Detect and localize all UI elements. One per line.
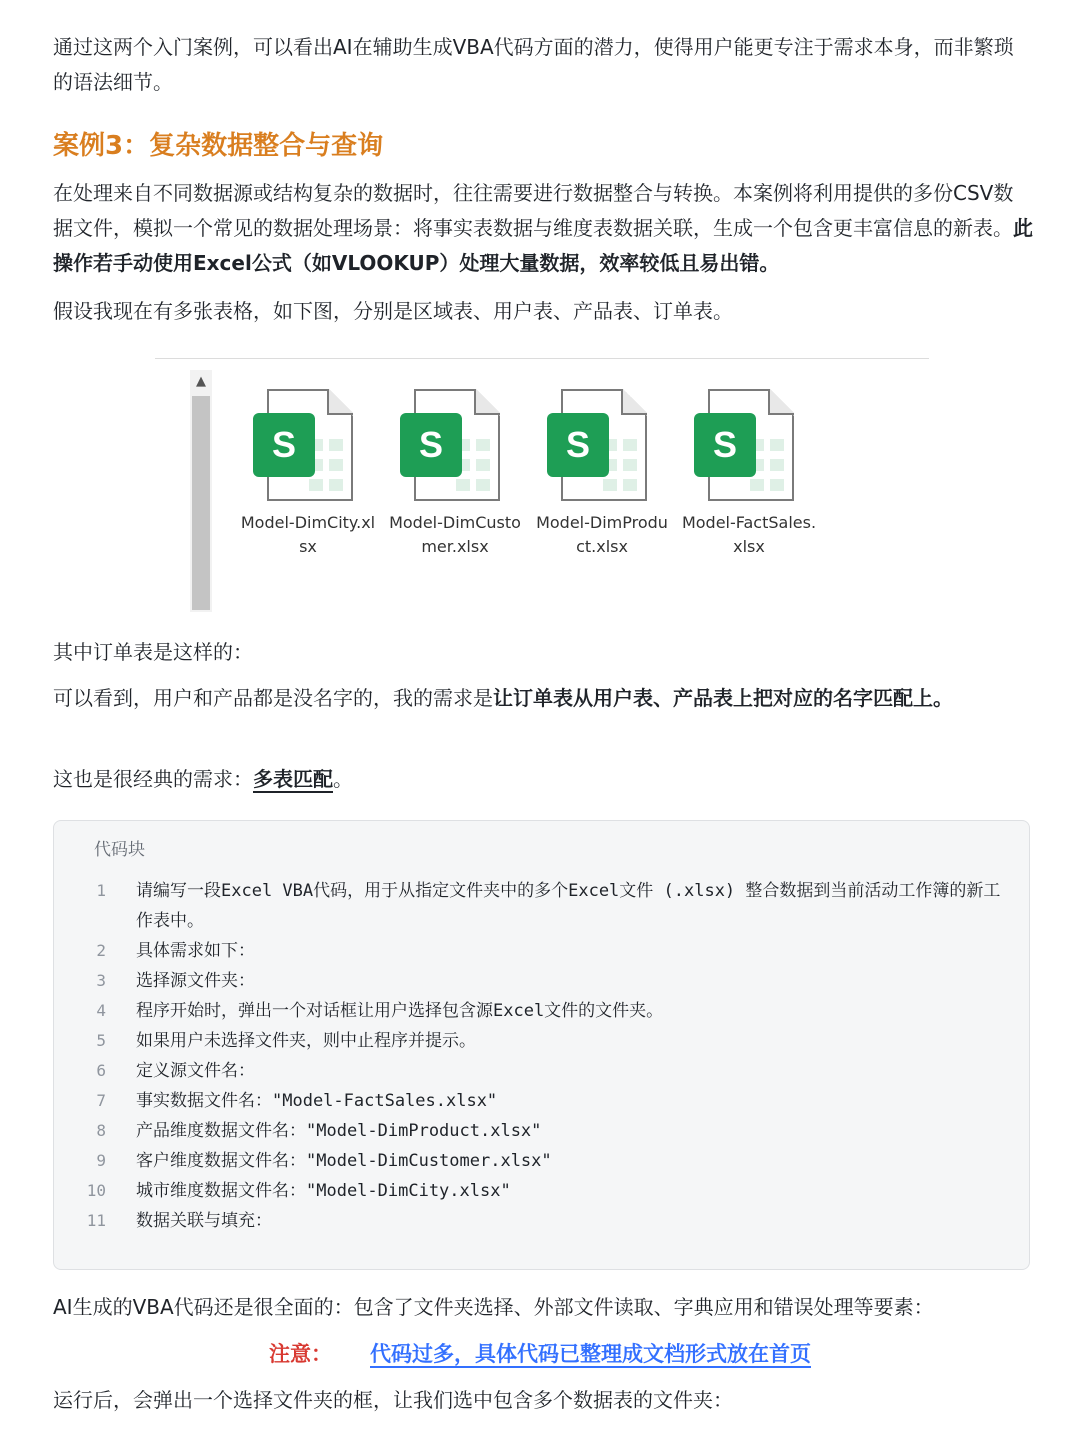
notice-line	[0, 1336, 1080, 1372]
paragraph-underlined-bold: 多表匹配	[253, 767, 333, 791]
section-heading: 案例3：复杂数据整合与查询	[53, 131, 384, 161]
paragraph-bold-text: 此操作若手动使用Excel公式（如VLOOKUP）处理大量数据，效率较低且易出错。	[53, 216, 1033, 275]
code-block	[53, 820, 1030, 1270]
line-text: 客户维度数据文件名："Model-DimCustomer.xlsx"	[136, 1151, 552, 1171]
paragraph-tables-intro: 假设我现在有多张表格，如下图，分别是区域表、用户表、产品表、订单表。	[53, 299, 733, 323]
file-name: Model-DimCustomer.xlsx	[389, 513, 521, 556]
line-text: 程序开始时，弹出一个对话框让用户选择包含源Excel文件的文件夹。	[136, 1001, 664, 1021]
chevron-up-icon[interactable]: ▲	[196, 374, 206, 389]
excel-badge: S	[400, 413, 462, 477]
code-block-title: 代码块	[94, 840, 145, 860]
line-number: 4	[96, 1001, 106, 1020]
line-text: 请编写一段Excel VBA代码，用于从指定文件夹中的多个Excel文件 (.xlsx) 整合数据到当前活动工作簿的新工作表中。	[136, 881, 1001, 931]
paragraph-run-result: 运行后，会弹出一个选择文件夹的框，让我们选中包含多个数据表的文件夹：	[53, 1388, 733, 1412]
line-text: 产品维度数据文件名："Model-DimProduct.xlsx"	[136, 1121, 542, 1141]
excel-badge: S	[547, 413, 609, 477]
line-number: 6	[96, 1061, 106, 1080]
spreadsheet-file-icon	[694, 385, 804, 505]
line-number: 8	[96, 1121, 106, 1140]
spreadsheet-file-icon	[400, 385, 510, 505]
intro-paragraph: 通过这两个入门案例，可以看出AI在辅助生成VBA代码方面的潜力，使得用户能更专注于需求本身，而非繁琐的语法细节。	[53, 35, 1014, 94]
notice-label: 注意：	[269, 1342, 332, 1366]
divider	[155, 358, 929, 359]
line-number: 1	[96, 881, 106, 900]
line-number: 3	[96, 971, 106, 990]
paragraph-text: 在处理来自不同数据源或结构复杂的数据时，往往需要进行数据整合与转换。本案例将利用提供的多份CSV数据文件，模拟一个常见的数据处理场景：将事实表数据与维度表数据关联，生成一个包含更丰富信息的新表。	[53, 181, 1014, 240]
paragraph-punct: 。	[333, 767, 353, 791]
line-number: 5	[96, 1031, 106, 1050]
excel-badge: S	[694, 413, 756, 477]
line-text: 定义源文件名：	[136, 1061, 255, 1081]
paragraph-classic-need	[53, 762, 1033, 797]
line-text: 事实数据文件名："Model-FactSales.xlsx"	[136, 1091, 498, 1111]
line-number: 7	[96, 1091, 106, 1110]
file-item[interactable]	[679, 385, 819, 559]
paragraph-data-integration	[53, 176, 1033, 281]
line-number: 10	[86, 1181, 106, 1200]
paragraph-ai-result: AI生成的VBA代码还是很全面的：包含了文件夹选择、外部文件读取、字典应用和错误处理等要素：	[53, 1295, 934, 1319]
paragraph-order-table: 其中订单表是这样的：	[53, 640, 253, 664]
paragraph-text: 这也是很经典的需求：	[53, 767, 253, 791]
scroll-thumb[interactable]	[192, 396, 210, 610]
explorer-scrollbar[interactable]	[190, 370, 212, 612]
line-text: 数据关联与填充：	[136, 1211, 272, 1231]
line-text: 城市维度数据文件名："Model-DimCity.xlsx"	[136, 1181, 511, 1201]
line-number: 2	[96, 941, 106, 960]
excel-badge: S	[253, 413, 315, 477]
paragraph-text: 可以看到，用户和产品都是没名字的，我的需求是	[53, 686, 493, 710]
line-number: 11	[86, 1211, 106, 1230]
paragraph-bold-text: 让订单表从用户表、产品表上把对应的名字匹配上。	[493, 686, 953, 710]
line-text: 如果用户未选择文件夹，则中止程序并提示。	[136, 1031, 476, 1051]
paragraph-requirement	[53, 681, 1033, 716]
line-number: 9	[96, 1151, 106, 1170]
notice-link[interactable]: 代码过多，具体代码已整理成文档形式放在首页	[370, 1342, 811, 1366]
spreadsheet-file-icon	[253, 385, 363, 505]
file-name: Model-DimCity.xlsx	[240, 513, 376, 556]
file-item[interactable]	[385, 385, 525, 559]
file-item[interactable]	[532, 385, 672, 559]
line-text: 选择源文件夹：	[136, 971, 255, 991]
file-item[interactable]	[238, 385, 378, 559]
file-name: Model-DimProduct.xlsx	[536, 513, 668, 556]
file-name: Model-FactSales.xlsx	[681, 513, 817, 556]
spreadsheet-file-icon	[547, 385, 657, 505]
line-text: 具体需求如下：	[136, 941, 255, 961]
